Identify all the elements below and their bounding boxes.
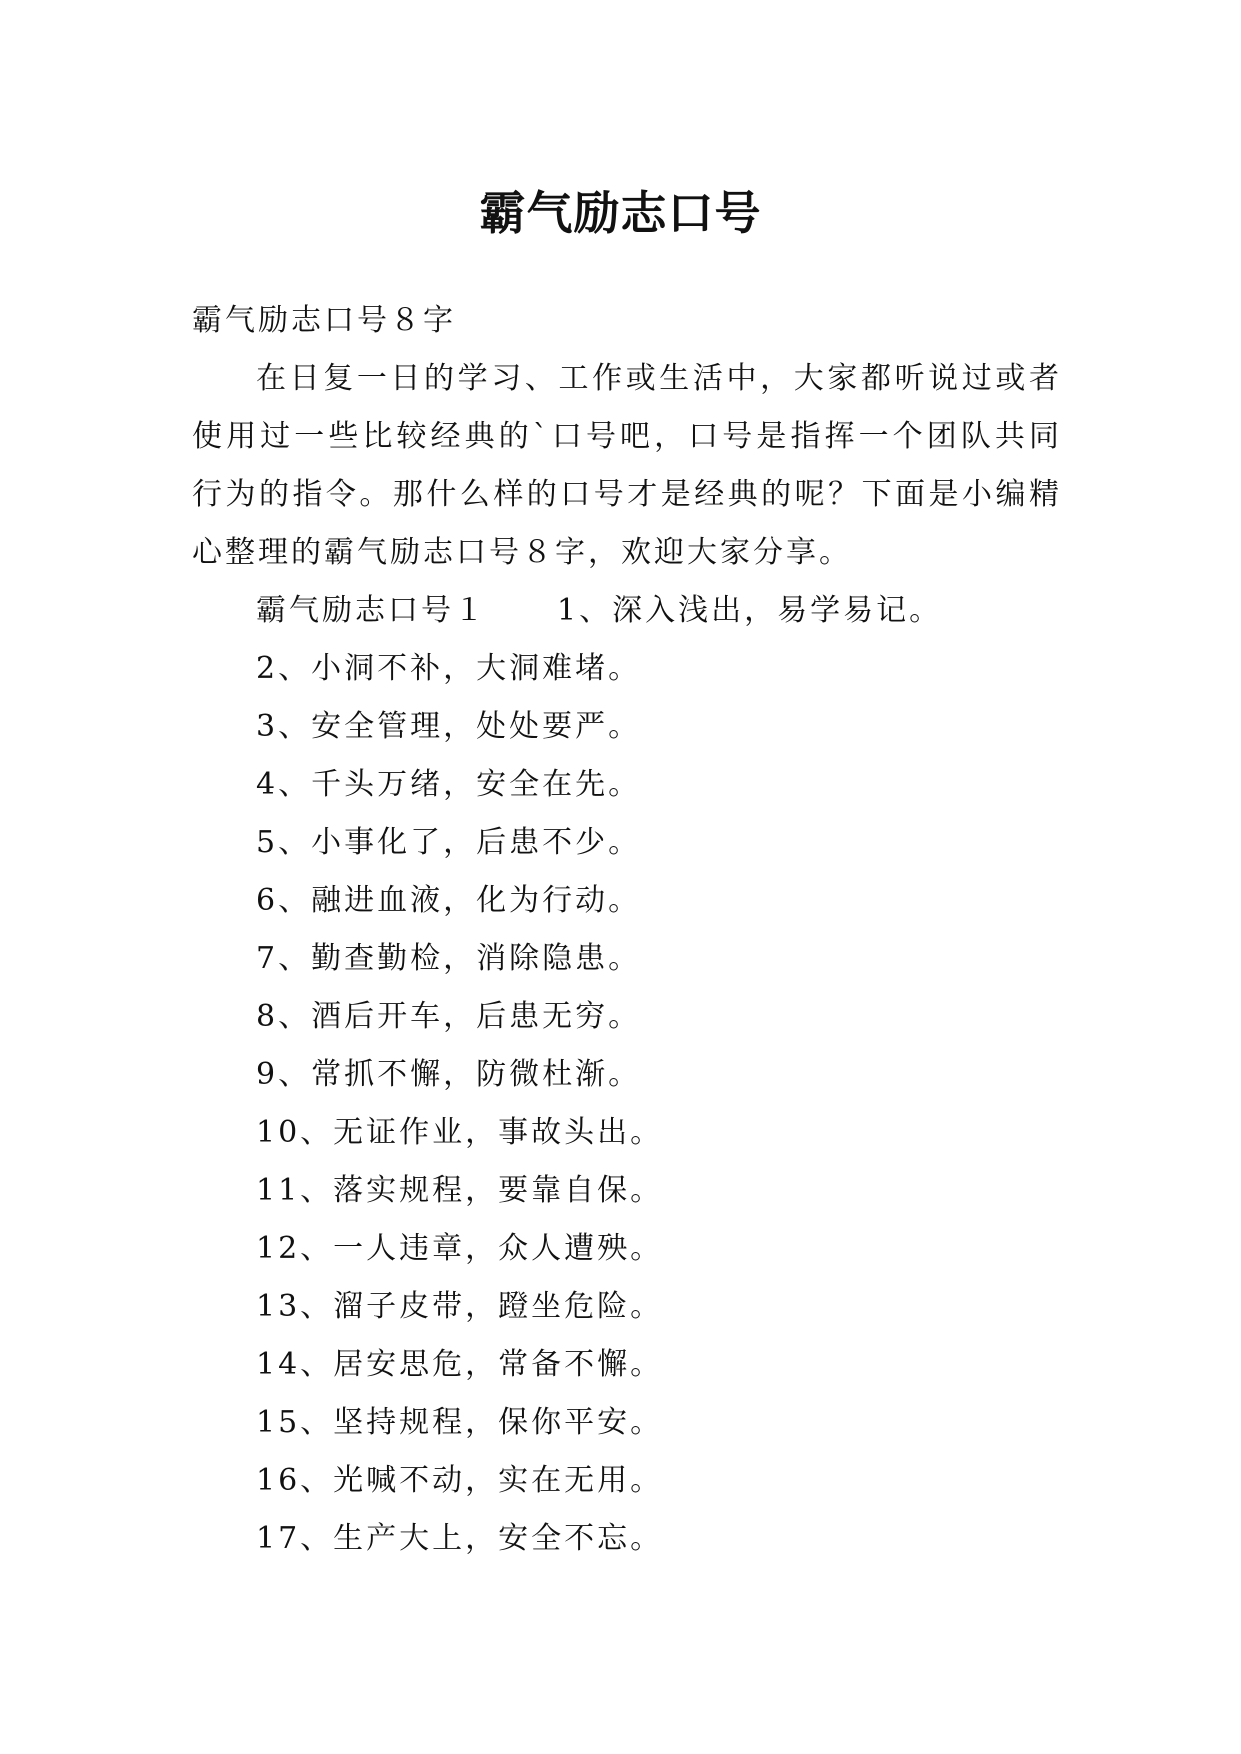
slogan-item: 3、安全管理，处处要严。 [256, 709, 642, 744]
slogan-item: 15、坚持规程，保你平安。 [256, 1405, 664, 1440]
slogan-item: 8、酒后开车，后患无穷。 [256, 999, 642, 1034]
slogan-item: 4、千头万绪，安全在先。 [256, 767, 642, 802]
slogan-item: 13、溜子皮带，蹬坐危险。 [256, 1289, 664, 1324]
slogan-item: 16、光喊不动，实在无用。 [256, 1463, 664, 1498]
section-heading: 霸气励志口号８字 [192, 303, 456, 338]
slogan-item: 6、融进血液，化为行动。 [256, 883, 642, 918]
slogan-item: 10、无证作业，事故头出。 [256, 1115, 664, 1150]
slogan-item: 7、勤查勤检，消除隐患。 [256, 941, 642, 976]
slogan-group-line [192, 582, 1062, 640]
slogan-item: 11、落实规程，要靠自保。 [256, 1173, 664, 1208]
slogan-item: 2、小洞不补，大洞难堵。 [256, 651, 642, 686]
slogan-item: 12、一人违章，众人遭殃。 [256, 1231, 664, 1266]
slogan-item: 17、生产大上，安全不忘。 [256, 1521, 664, 1556]
slogan-item: 1、深入浅出，易学易记。 [557, 593, 943, 628]
document-body [192, 292, 1062, 1568]
document-title: 霸气励志口号 [479, 185, 762, 240]
slogan-group-label: 霸气励志口号１ [256, 593, 487, 628]
slogan-item: 9、常抓不懈，防微杜渐。 [256, 1057, 642, 1092]
slogan-item: 5、小事化了，后患不少。 [256, 825, 642, 860]
slogan-item: 14、居安思危，常备不懈。 [256, 1347, 664, 1382]
intro-paragraph: 在日复一日的学习、工作或生活中，大家都听说过或者使用过一些比较经典的`口号吧，口号是指挥一个团队共同行为的指令。那什么样的口号才是经典的呢？下面是小编精心整理的霸气励志口号８字，欢迎大家分享。 [192, 361, 1062, 570]
